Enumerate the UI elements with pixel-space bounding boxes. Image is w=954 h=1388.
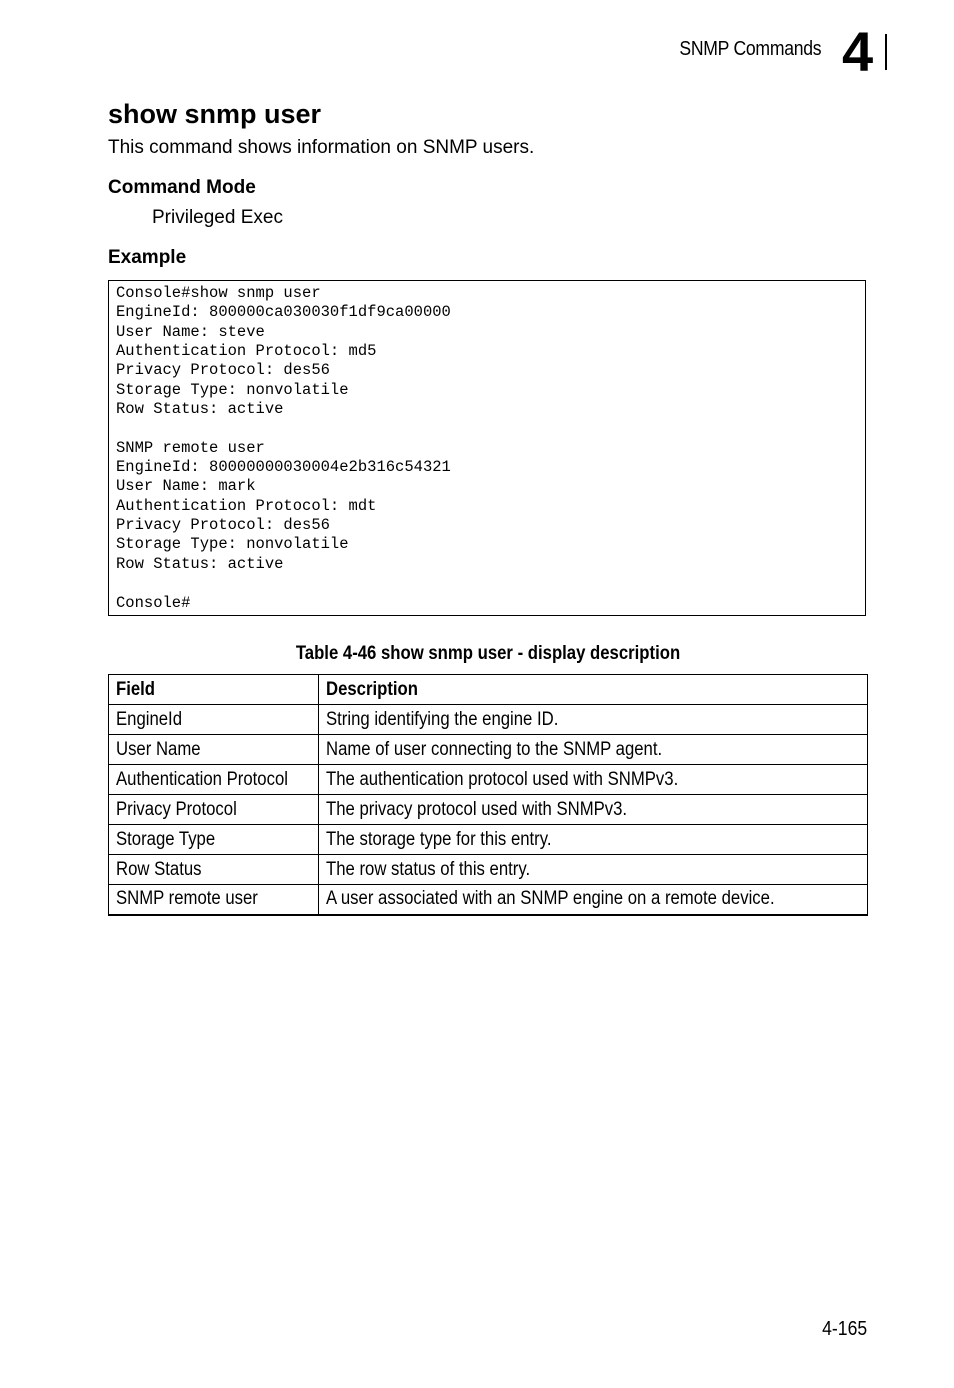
chapter-divider: [885, 34, 887, 70]
description-table: [108, 674, 868, 916]
page-title: show snmp user: [108, 99, 322, 129]
description-cell: The storage type for this entry.: [319, 825, 868, 855]
table-row: [109, 765, 868, 795]
page-number: 4-165: [821, 1318, 867, 1340]
header-field: Field: [109, 675, 319, 705]
description-cell: Name of user connecting to the SNMP agent.: [319, 735, 868, 765]
section-title: SNMP Commands: [679, 38, 821, 60]
example-code: Console#show snmp user EngineId: 800000ca030030f1df9ca00000 User Name: steve Authentication Protocol: md5 Privacy Protocol: des56 Storage Type: nonvolatile Row Status: active SNMP remote user EngineId: 80000000030004e2b316c54321 User Name: mark Authentication Protocol: mdt Privacy Protocol: des56 Storage Type: nonvolatile Row Status: active Console#: [116, 284, 451, 612]
table-row: [109, 705, 868, 735]
example-heading: Example: [108, 247, 187, 268]
field-cell: Row Status: [109, 855, 319, 885]
example-code-box: [108, 280, 866, 616]
field-cell: Privacy Protocol: [109, 795, 319, 825]
table-row: [109, 795, 868, 825]
description-cell: A user associated with an SNMP engine on a remote device.: [319, 885, 868, 915]
field-cell: Authentication Protocol: [109, 765, 319, 795]
field-cell: SNMP remote user: [109, 885, 319, 915]
field-cell: User Name: [109, 735, 319, 765]
table-row: [109, 855, 868, 885]
table-row: [109, 825, 868, 855]
command-mode-heading: Command Mode: [108, 177, 256, 198]
field-cell: Storage Type: [109, 825, 319, 855]
table-header-row: [109, 675, 868, 705]
description-cell: String identifying the engine ID.: [319, 705, 868, 735]
field-cell: EngineId: [109, 705, 319, 735]
description-cell: The privacy protocol used with SNMPv3.: [319, 795, 868, 825]
command-mode-value: Privileged Exec: [152, 207, 283, 228]
description-cell: The row status of this entry.: [319, 855, 868, 885]
table-row: [109, 735, 868, 765]
table-row: [109, 885, 868, 915]
header-description: Description: [319, 675, 868, 705]
chapter-number: 4: [842, 20, 874, 83]
description-cell: The authentication protocol used with SNMPv3.: [319, 765, 868, 795]
command-description: This command shows information on SNMP users.: [108, 137, 535, 158]
table-caption: Table 4-46 show snmp user - display description: [295, 643, 681, 664]
